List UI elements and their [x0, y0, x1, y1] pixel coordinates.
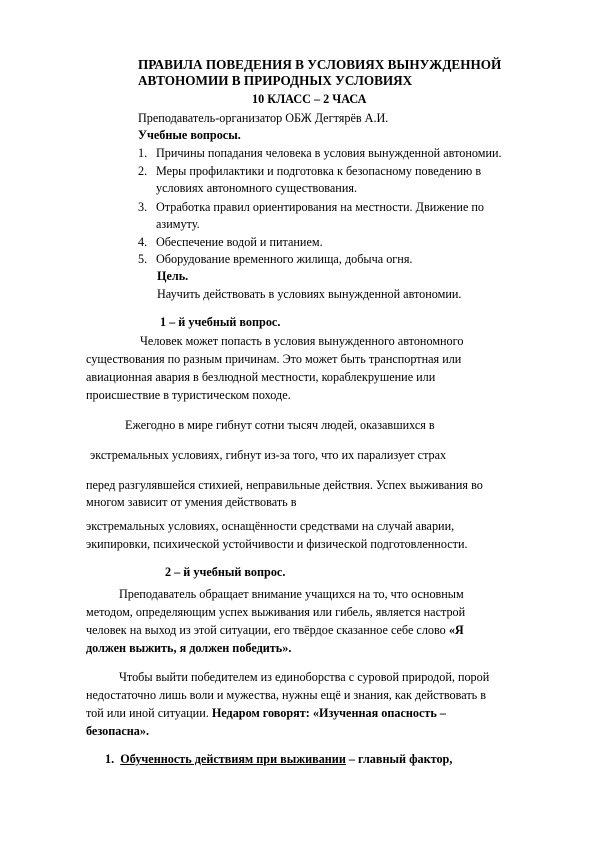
section-1-paragraph-2-line-3: перед разгулявшейся стихией, неправильные действия. Успех выживания во — [86, 478, 483, 492]
question-text: Причины попадания человека в условия вынужденной автономии. — [156, 146, 502, 160]
section-2-paragraph-2-line-4: безопасна». — [86, 724, 150, 738]
question-item-5 — [138, 251, 412, 267]
section-1-heading: 1 – й учебный вопрос. — [160, 315, 281, 329]
document-title-line-1: ПРАВИЛА ПОВЕДЕНИЯ В УСЛОВИЯХ ВЫНУЖДЕННОЙ — [138, 57, 502, 72]
paragraph-line: экипировки, психической устойчивости и физической подготовленности. — [86, 537, 468, 551]
question-item-3 — [138, 199, 484, 215]
question-item-2 — [138, 163, 481, 179]
questions-heading: Учебные вопросы. — [138, 128, 241, 142]
section-2-paragraph-2-line-1: Чтобы выйти победителем из единоборства с суровой природой, порой — [119, 670, 490, 684]
proverb-text: Недаром говорят: «Изученная опасность – — [211, 706, 446, 720]
section-2-paragraph-2-line-2: недостаточно лишь воли и мужества, нужны ещё и знания, как действовать в — [86, 688, 487, 702]
question-number: 3. — [138, 200, 148, 214]
question-text: Оборудование временного жилища, добыча огня. — [156, 252, 413, 266]
paragraph-line: Человек может попасть в условия вынужденного автономного — [140, 334, 464, 348]
section-2-heading: 2 – й учебный вопрос. — [165, 565, 286, 579]
question-item-4 — [138, 234, 323, 250]
section-1-paragraph-2-line-2: экстремальных условиях, гибнут из-за того, что их парализует страх — [90, 448, 447, 462]
list-item-key-phrase: Обученность действиям при выживании — [120, 752, 346, 766]
section-2-paragraph-1-line-2: методом, определяющим успех выживания или гибель, является настрой — [86, 605, 466, 619]
section-2-paragraph-1-line-3 — [86, 622, 464, 638]
goal-text: Научить действовать в условиях вынужденной автономии. — [157, 287, 462, 301]
document-title-line-2: АВТОНОМИИ В ПРИРОДНЫХ УСЛОВИЯХ — [138, 73, 413, 88]
question-item-2-cont: условиях автономного существования. — [156, 181, 358, 195]
section-2-list-item-1 — [105, 751, 452, 767]
question-number: 4. — [138, 235, 148, 249]
question-number: 2. — [138, 164, 148, 178]
question-text: Меры профилактики и подготовка к безопасному поведению в — [156, 164, 482, 178]
section-1-paragraph-2-line-1: Ежегодно в мире гибнут сотни тысяч людей, оказавшихся в — [125, 418, 435, 432]
quote-text: «Я — [448, 623, 464, 637]
question-text: Обеспечение водой и питанием. — [156, 235, 323, 249]
goal-heading: Цель. — [157, 269, 189, 283]
question-text: Отработка правил ориентирования на местности. Движение по — [156, 200, 485, 214]
paragraph-line: авиационная авария в безлюдной местности, кораблекрушение или — [86, 370, 436, 384]
paragraph-line: существования по разным причинам. Это может быть транспортная или — [86, 352, 462, 366]
teacher-line: Преподаватель-организатор ОБЖ Дегтярёв А.И. — [138, 111, 389, 125]
section-2-paragraph-1-line-4: должен выжить, я должен победить». — [86, 641, 292, 655]
paragraph-line: происшествие в туристическом походе. — [86, 388, 291, 402]
paragraph-text: той или иной ситуации. — [86, 706, 212, 720]
section-1-paragraph-2-line-4: многом зависит от умения действовать в — [86, 495, 297, 509]
list-item-text: – главный фактор, — [345, 752, 453, 766]
question-item-3-cont: азимуту. — [156, 217, 200, 231]
paragraph-text: человек на выход из этой ситуации, его твёрдое сказанное себе слово — [86, 623, 449, 637]
section-2-paragraph-2-line-3 — [86, 705, 446, 721]
section-2-paragraph-1-line-1: Преподаватель обращает внимание учащихся на то, что основным — [119, 587, 464, 601]
question-number: 5. — [138, 252, 148, 266]
paragraph-line: экстремальных условиях, оснащённости средствами на случай аварии, — [86, 519, 455, 533]
list-item-number: 1. — [105, 752, 115, 766]
grade-duration: 10 КЛАСС – 2 ЧАСА — [252, 92, 367, 106]
question-number: 1. — [138, 146, 148, 160]
question-item-1 — [138, 145, 502, 161]
